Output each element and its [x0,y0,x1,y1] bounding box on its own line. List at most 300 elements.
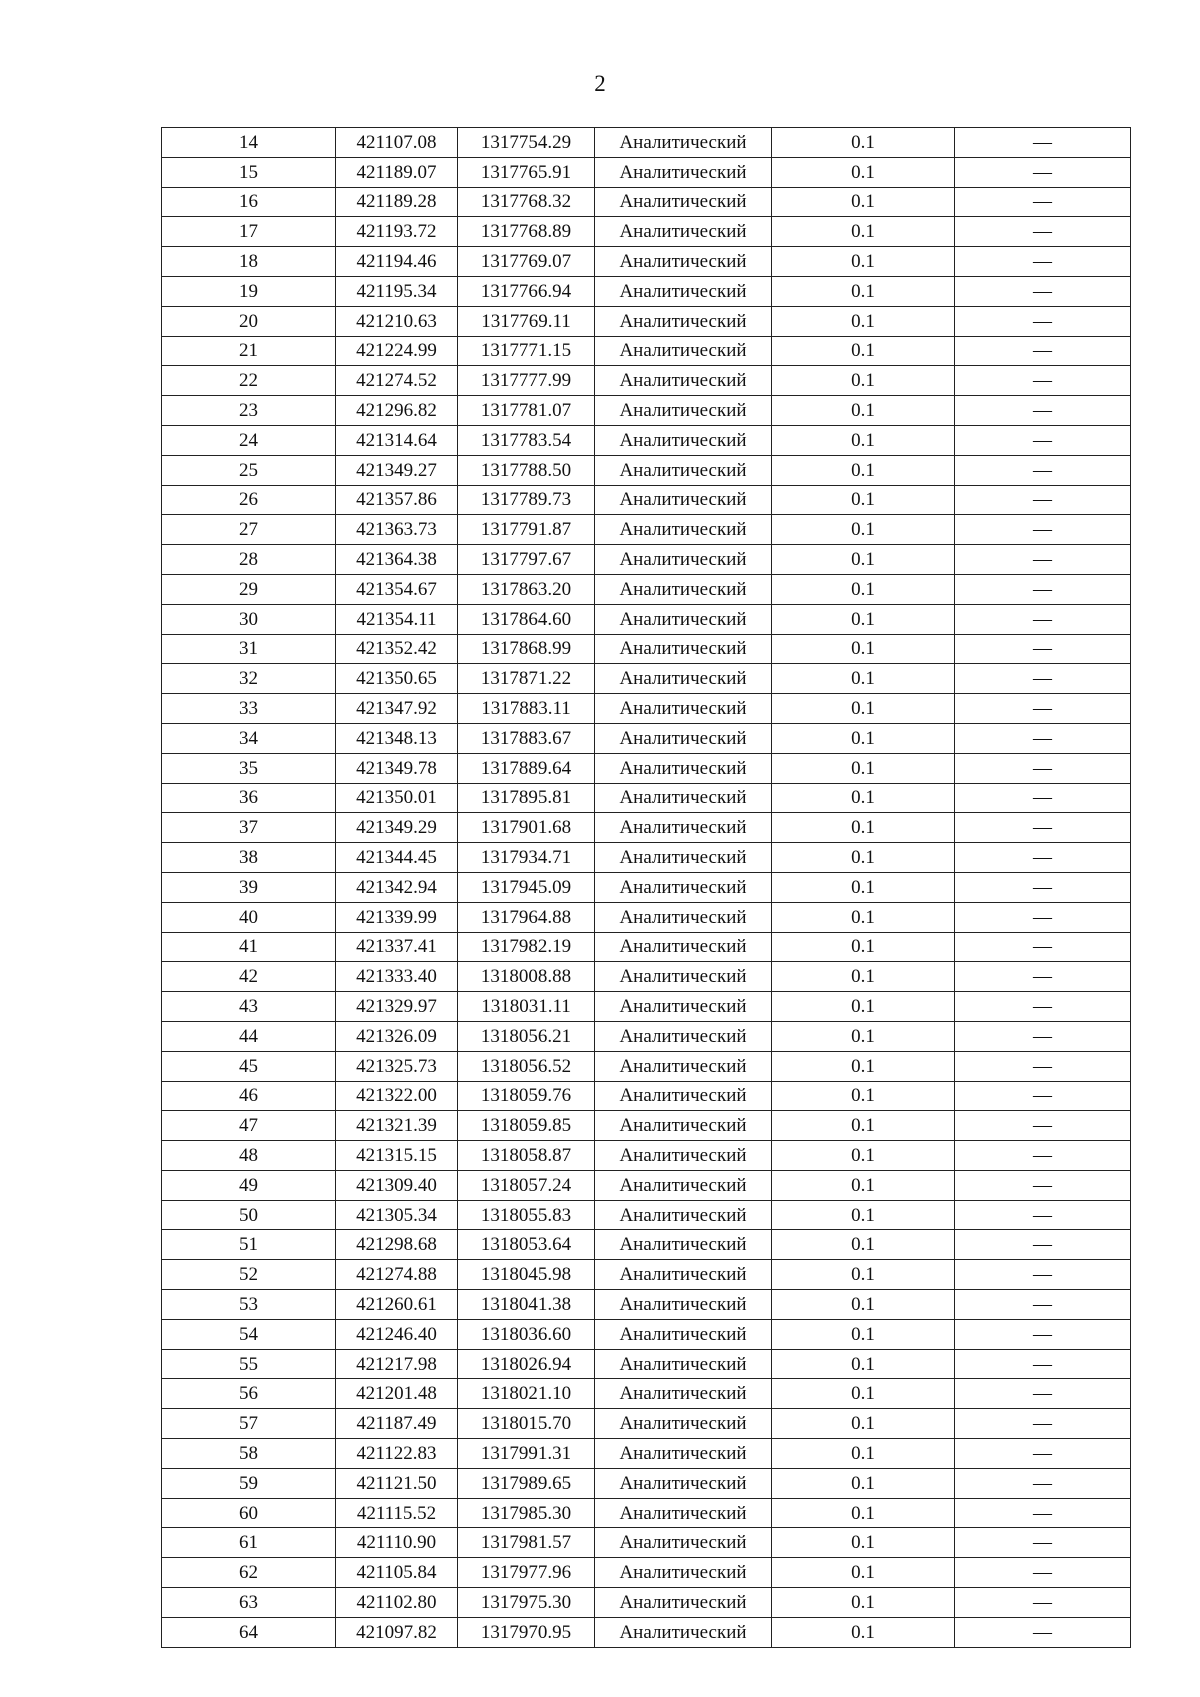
y-coordinate-cell: 1318041.38 [458,1290,595,1320]
description-cell: — [955,187,1131,217]
accuracy-cell: 0.1 [772,455,955,485]
table-row [162,128,1131,158]
accuracy-cell: 0.1 [772,217,955,247]
x-coordinate-cell: 421314.64 [336,425,458,455]
description-cell: — [955,455,1131,485]
method-cell: Аналитический [595,932,772,962]
table-row [162,1558,1131,1588]
accuracy-cell: 0.1 [772,992,955,1022]
description-cell: — [955,1319,1131,1349]
point-number-cell: 42 [162,962,336,992]
table-row [162,396,1131,426]
y-coordinate-cell: 1317871.22 [458,664,595,694]
y-coordinate-cell: 1317989.65 [458,1468,595,1498]
accuracy-cell: 0.1 [772,723,955,753]
point-number-cell: 49 [162,1170,336,1200]
accuracy-cell: 0.1 [772,366,955,396]
point-number-cell: 16 [162,187,336,217]
method-cell: Аналитический [595,634,772,664]
y-coordinate-cell: 1317791.87 [458,515,595,545]
accuracy-cell: 0.1 [772,187,955,217]
y-coordinate-cell: 1317981.57 [458,1528,595,1558]
point-number-cell: 54 [162,1319,336,1349]
accuracy-cell: 0.1 [772,1528,955,1558]
description-cell: — [955,1141,1131,1171]
method-cell: Аналитический [595,247,772,277]
table-row [162,1260,1131,1290]
x-coordinate-cell: 421339.99 [336,902,458,932]
method-cell: Аналитический [595,843,772,873]
description-cell: — [955,396,1131,426]
point-number-cell: 33 [162,694,336,724]
method-cell: Аналитический [595,813,772,843]
x-coordinate-cell: 421321.39 [336,1111,458,1141]
x-coordinate-cell: 421274.52 [336,366,458,396]
description-cell: — [955,1260,1131,1290]
point-number-cell: 25 [162,455,336,485]
y-coordinate-cell: 1318053.64 [458,1230,595,1260]
accuracy-cell: 0.1 [772,1617,955,1647]
y-coordinate-cell: 1318008.88 [458,962,595,992]
x-coordinate-cell: 421333.40 [336,962,458,992]
table-row [162,515,1131,545]
accuracy-cell: 0.1 [772,753,955,783]
accuracy-cell: 0.1 [772,1081,955,1111]
point-number-cell: 50 [162,1200,336,1230]
description-cell: — [955,247,1131,277]
accuracy-cell: 0.1 [772,843,955,873]
x-coordinate-cell: 421350.01 [336,783,458,813]
description-cell: — [955,485,1131,515]
accuracy-cell: 0.1 [772,1558,955,1588]
point-number-cell: 58 [162,1439,336,1469]
table-row [162,813,1131,843]
x-coordinate-cell: 421326.09 [336,1021,458,1051]
table-row [162,1468,1131,1498]
x-coordinate-cell: 421298.68 [336,1230,458,1260]
method-cell: Аналитический [595,1379,772,1409]
description-cell: — [955,425,1131,455]
x-coordinate-cell: 421309.40 [336,1170,458,1200]
point-number-cell: 52 [162,1260,336,1290]
y-coordinate-cell: 1317945.09 [458,872,595,902]
description-cell: — [955,843,1131,873]
accuracy-cell: 0.1 [772,902,955,932]
table-row [162,753,1131,783]
table-row [162,1200,1131,1230]
y-coordinate-cell: 1317934.71 [458,843,595,873]
table-row [162,1230,1131,1260]
y-coordinate-cell: 1318059.85 [458,1111,595,1141]
x-coordinate-cell: 421115.52 [336,1498,458,1528]
description-cell: — [955,992,1131,1022]
method-cell: Аналитический [595,1021,772,1051]
point-number-cell: 32 [162,664,336,694]
y-coordinate-cell: 1317797.67 [458,545,595,575]
description-cell: — [955,1617,1131,1647]
table-row [162,1349,1131,1379]
method-cell: Аналитический [595,425,772,455]
y-coordinate-cell: 1318015.70 [458,1409,595,1439]
point-number-cell: 27 [162,515,336,545]
y-coordinate-cell: 1317781.07 [458,396,595,426]
description-cell: — [955,545,1131,575]
point-number-cell: 37 [162,813,336,843]
description-cell: — [955,723,1131,753]
accuracy-cell: 0.1 [772,962,955,992]
method-cell: Аналитический [595,336,772,366]
y-coordinate-cell: 1317768.89 [458,217,595,247]
method-cell: Аналитический [595,1081,772,1111]
point-number-cell: 56 [162,1379,336,1409]
accuracy-cell: 0.1 [772,1409,955,1439]
point-number-cell: 43 [162,992,336,1022]
table-row [162,1379,1131,1409]
y-coordinate-cell: 1317765.91 [458,157,595,187]
y-coordinate-cell: 1317895.81 [458,783,595,813]
y-coordinate-cell: 1317788.50 [458,455,595,485]
point-number-cell: 21 [162,336,336,366]
table-row [162,902,1131,932]
accuracy-cell: 0.1 [772,276,955,306]
method-cell: Аналитический [595,1170,772,1200]
description-cell: — [955,1558,1131,1588]
description-cell: — [955,1021,1131,1051]
method-cell: Аналитический [595,217,772,247]
method-cell: Аналитический [595,664,772,694]
point-number-cell: 14 [162,128,336,158]
description-cell: — [955,902,1131,932]
method-cell: Аналитический [595,1528,772,1558]
table-row [162,1409,1131,1439]
description-cell: — [955,276,1131,306]
x-coordinate-cell: 421122.83 [336,1439,458,1469]
description-cell: — [955,753,1131,783]
table-row [162,962,1131,992]
point-number-cell: 40 [162,902,336,932]
description-cell: — [955,1439,1131,1469]
method-cell: Аналитический [595,1617,772,1647]
method-cell: Аналитический [595,1468,772,1498]
accuracy-cell: 0.1 [772,574,955,604]
x-coordinate-cell: 421337.41 [336,932,458,962]
y-coordinate-cell: 1317985.30 [458,1498,595,1528]
accuracy-cell: 0.1 [772,396,955,426]
point-number-cell: 47 [162,1111,336,1141]
description-cell: — [955,1409,1131,1439]
accuracy-cell: 0.1 [772,247,955,277]
accuracy-cell: 0.1 [772,1319,955,1349]
method-cell: Аналитический [595,604,772,634]
table-row [162,366,1131,396]
description-cell: — [955,574,1131,604]
x-coordinate-cell: 421189.07 [336,157,458,187]
point-number-cell: 31 [162,634,336,664]
description-cell: — [955,813,1131,843]
description-cell: — [955,366,1131,396]
accuracy-cell: 0.1 [772,425,955,455]
x-coordinate-cell: 421246.40 [336,1319,458,1349]
method-cell: Аналитический [595,366,772,396]
x-coordinate-cell: 421348.13 [336,723,458,753]
accuracy-cell: 0.1 [772,1200,955,1230]
x-coordinate-cell: 421342.94 [336,872,458,902]
method-cell: Аналитический [595,187,772,217]
x-coordinate-cell: 421315.15 [336,1141,458,1171]
accuracy-cell: 0.1 [772,634,955,664]
y-coordinate-cell: 1317991.31 [458,1439,595,1469]
table-row [162,1319,1131,1349]
point-number-cell: 28 [162,545,336,575]
method-cell: Аналитический [595,872,772,902]
accuracy-cell: 0.1 [772,1439,955,1469]
x-coordinate-cell: 421201.48 [336,1379,458,1409]
y-coordinate-cell: 1318026.94 [458,1349,595,1379]
table-row [162,306,1131,336]
method-cell: Аналитический [595,1558,772,1588]
accuracy-cell: 0.1 [772,1260,955,1290]
accuracy-cell: 0.1 [772,128,955,158]
y-coordinate-cell: 1318031.11 [458,992,595,1022]
x-coordinate-cell: 421194.46 [336,247,458,277]
y-coordinate-cell: 1318036.60 [458,1319,595,1349]
x-coordinate-cell: 421110.90 [336,1528,458,1558]
table-row [162,872,1131,902]
x-coordinate-cell: 421217.98 [336,1349,458,1379]
point-number-cell: 18 [162,247,336,277]
x-coordinate-cell: 421344.45 [336,843,458,873]
y-coordinate-cell: 1318055.83 [458,1200,595,1230]
accuracy-cell: 0.1 [772,1290,955,1320]
y-coordinate-cell: 1317977.96 [458,1558,595,1588]
table-row [162,1498,1131,1528]
description-cell: — [955,1528,1131,1558]
x-coordinate-cell: 421349.27 [336,455,458,485]
x-coordinate-cell: 421364.38 [336,545,458,575]
accuracy-cell: 0.1 [772,545,955,575]
x-coordinate-cell: 421349.78 [336,753,458,783]
point-number-cell: 57 [162,1409,336,1439]
accuracy-cell: 0.1 [772,1170,955,1200]
method-cell: Аналитический [595,1051,772,1081]
method-cell: Аналитический [595,1230,772,1260]
point-number-cell: 59 [162,1468,336,1498]
y-coordinate-cell: 1317771.15 [458,336,595,366]
description-cell: — [955,1230,1131,1260]
accuracy-cell: 0.1 [772,604,955,634]
y-coordinate-cell: 1317889.64 [458,753,595,783]
x-coordinate-cell: 421305.34 [336,1200,458,1230]
y-coordinate-cell: 1317863.20 [458,574,595,604]
x-coordinate-cell: 421121.50 [336,1468,458,1498]
y-coordinate-cell: 1318057.24 [458,1170,595,1200]
table-row [162,217,1131,247]
point-number-cell: 39 [162,872,336,902]
method-cell: Аналитический [595,723,772,753]
x-coordinate-cell: 421329.97 [336,992,458,1022]
y-coordinate-cell: 1318056.21 [458,1021,595,1051]
x-coordinate-cell: 421357.86 [336,485,458,515]
method-cell: Аналитический [595,485,772,515]
x-coordinate-cell: 421224.99 [336,336,458,366]
x-coordinate-cell: 421354.67 [336,574,458,604]
accuracy-cell: 0.1 [772,157,955,187]
table-row [162,1588,1131,1618]
accuracy-cell: 0.1 [772,1111,955,1141]
y-coordinate-cell: 1317970.95 [458,1617,595,1647]
y-coordinate-cell: 1317975.30 [458,1588,595,1618]
table-row [162,992,1131,1022]
table-row [162,485,1131,515]
point-number-cell: 36 [162,783,336,813]
point-number-cell: 35 [162,753,336,783]
table-row [162,634,1131,664]
y-coordinate-cell: 1317768.32 [458,187,595,217]
y-coordinate-cell: 1317769.11 [458,306,595,336]
method-cell: Аналитический [595,1290,772,1320]
y-coordinate-cell: 1317769.07 [458,247,595,277]
x-coordinate-cell: 421274.88 [336,1260,458,1290]
x-coordinate-cell: 421105.84 [336,1558,458,1588]
table-row [162,1141,1131,1171]
method-cell: Аналитический [595,1349,772,1379]
accuracy-cell: 0.1 [772,1379,955,1409]
description-cell: — [955,1498,1131,1528]
x-coordinate-cell: 421187.49 [336,1409,458,1439]
description-cell: — [955,1349,1131,1379]
x-coordinate-cell: 421347.92 [336,694,458,724]
x-coordinate-cell: 421296.82 [336,396,458,426]
table-row [162,574,1131,604]
point-number-cell: 41 [162,932,336,962]
y-coordinate-cell: 1317883.67 [458,723,595,753]
table-row [162,604,1131,634]
point-number-cell: 51 [162,1230,336,1260]
method-cell: Аналитический [595,1409,772,1439]
y-coordinate-cell: 1317883.11 [458,694,595,724]
point-number-cell: 64 [162,1617,336,1647]
accuracy-cell: 0.1 [772,1230,955,1260]
table-row [162,1439,1131,1469]
method-cell: Аналитический [595,1260,772,1290]
point-number-cell: 15 [162,157,336,187]
description-cell: — [955,1170,1131,1200]
method-cell: Аналитический [595,157,772,187]
coordinates-table [161,127,1131,1648]
method-cell: Аналитический [595,1319,772,1349]
point-number-cell: 22 [162,366,336,396]
method-cell: Аналитический [595,962,772,992]
point-number-cell: 19 [162,276,336,306]
method-cell: Аналитический [595,1141,772,1171]
x-coordinate-cell: 421189.28 [336,187,458,217]
x-coordinate-cell: 421193.72 [336,217,458,247]
description-cell: — [955,1468,1131,1498]
description-cell: — [955,1588,1131,1618]
table-row [162,455,1131,485]
method-cell: Аналитический [595,1200,772,1230]
description-cell: — [955,664,1131,694]
point-number-cell: 45 [162,1051,336,1081]
y-coordinate-cell: 1317901.68 [458,813,595,843]
table-row [162,187,1131,217]
point-number-cell: 17 [162,217,336,247]
y-coordinate-cell: 1318059.76 [458,1081,595,1111]
accuracy-cell: 0.1 [772,694,955,724]
point-number-cell: 48 [162,1141,336,1171]
point-number-cell: 55 [162,1349,336,1379]
method-cell: Аналитический [595,545,772,575]
accuracy-cell: 0.1 [772,813,955,843]
description-cell: — [955,1081,1131,1111]
table-row [162,157,1131,187]
method-cell: Аналитический [595,574,772,604]
y-coordinate-cell: 1318045.98 [458,1260,595,1290]
point-number-cell: 20 [162,306,336,336]
table-row [162,664,1131,694]
table-row [162,425,1131,455]
method-cell: Аналитический [595,1498,772,1528]
point-number-cell: 60 [162,1498,336,1528]
method-cell: Аналитический [595,455,772,485]
point-number-cell: 34 [162,723,336,753]
method-cell: Аналитический [595,783,772,813]
method-cell: Аналитический [595,128,772,158]
accuracy-cell: 0.1 [772,1468,955,1498]
accuracy-cell: 0.1 [772,515,955,545]
method-cell: Аналитический [595,902,772,932]
x-coordinate-cell: 421260.61 [336,1290,458,1320]
method-cell: Аналитический [595,1588,772,1618]
point-number-cell: 38 [162,843,336,873]
x-coordinate-cell: 421102.80 [336,1588,458,1618]
table-row [162,276,1131,306]
accuracy-cell: 0.1 [772,932,955,962]
y-coordinate-cell: 1317789.73 [458,485,595,515]
description-cell: — [955,157,1131,187]
method-cell: Аналитический [595,1111,772,1141]
accuracy-cell: 0.1 [772,664,955,694]
y-coordinate-cell: 1318021.10 [458,1379,595,1409]
description-cell: — [955,1051,1131,1081]
x-coordinate-cell: 421210.63 [336,306,458,336]
table-row [162,1617,1131,1647]
table-row [162,694,1131,724]
x-coordinate-cell: 421352.42 [336,634,458,664]
description-cell: — [955,515,1131,545]
table-row [162,723,1131,753]
y-coordinate-cell: 1317754.29 [458,128,595,158]
page-number: 2 [594,71,606,96]
y-coordinate-cell: 1317777.99 [458,366,595,396]
table-row [162,1051,1131,1081]
method-cell: Аналитический [595,694,772,724]
method-cell: Аналитический [595,753,772,783]
x-coordinate-cell: 421107.08 [336,128,458,158]
point-number-cell: 62 [162,1558,336,1588]
point-number-cell: 61 [162,1528,336,1558]
description-cell: — [955,217,1131,247]
point-number-cell: 53 [162,1290,336,1320]
y-coordinate-cell: 1317868.99 [458,634,595,664]
description-cell: — [955,962,1131,992]
y-coordinate-cell: 1317864.60 [458,604,595,634]
description-cell: — [955,1200,1131,1230]
x-coordinate-cell: 421349.29 [336,813,458,843]
point-number-cell: 63 [162,1588,336,1618]
method-cell: Аналитический [595,515,772,545]
description-cell: — [955,634,1131,664]
